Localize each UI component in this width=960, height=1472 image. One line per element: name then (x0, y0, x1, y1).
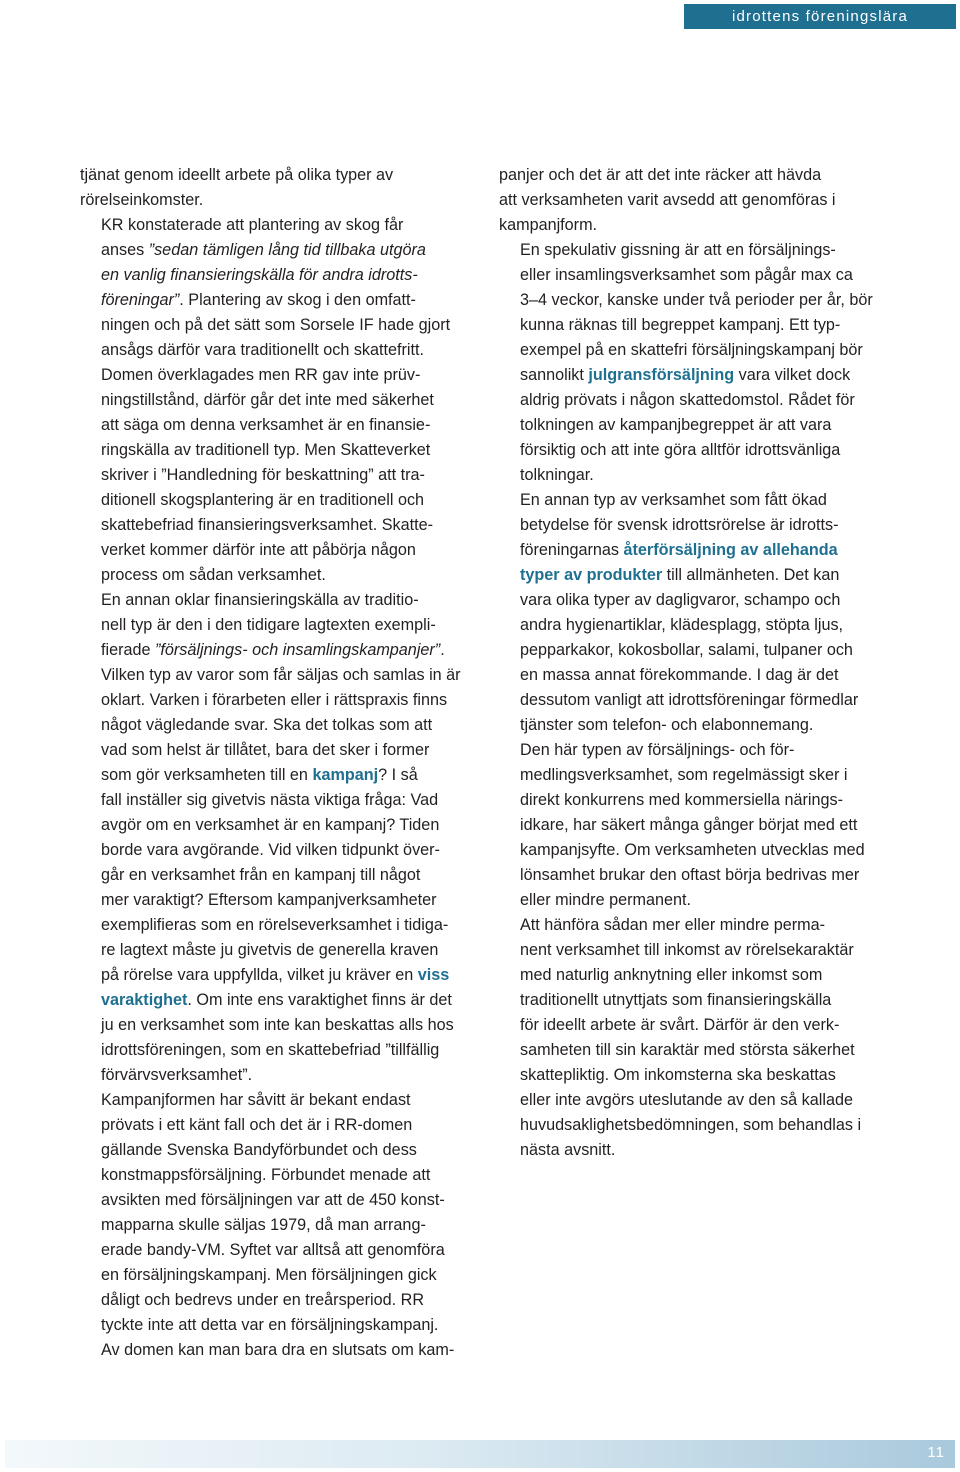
text-line: för ideellt arbete är svårt. Därför är den verk- (520, 1016, 840, 1034)
text-line: tyckte inte att detta var en försäljningskampanj. (101, 1316, 439, 1334)
text-line: en massa annat förekommande. I dag är det (520, 666, 839, 684)
text-line: konstmappsförsäljning. Förbundet menade att (101, 1166, 431, 1184)
text-segment: anses (101, 241, 149, 259)
text-line: process om sådan verksamhet. (101, 566, 326, 584)
text-line: ringskälla av traditionell typ. Men Skatteverket (101, 441, 431, 459)
text-line: ju en verksamhet som inte kan beskattas alls hos (101, 1016, 454, 1034)
text-line: aldrig prövats i någon skattedomstol. Rådet för (520, 391, 855, 409)
quote-italic: föreningar” (101, 291, 180, 309)
text-line: traditionellt utnyttjats som finansieringskälla (520, 991, 832, 1009)
text-line: eller inte avgörs uteslutande av den så kallade (520, 1091, 853, 1109)
text-line (80, 763, 452, 788)
text-segment: ? I så (378, 766, 418, 784)
right-column (499, 163, 871, 1163)
text-line: dessutom vanligt att idrottsföreningar förmedlar (520, 691, 859, 709)
text-line: eller insamlingsverksamhet som pågår max ca (520, 266, 853, 284)
text-line: KR konstaterade att plantering av skog får (101, 216, 404, 234)
text-line: prövats i ett känt fall och det är i RR-domen (101, 1116, 413, 1134)
text-line: förvärvsverksamhet”. (101, 1066, 253, 1084)
keyword-highlight: varaktighet (101, 991, 188, 1009)
text-line: en försäljningskampanj. Men försäljningen gick (101, 1266, 437, 1284)
text-line (499, 538, 871, 563)
keyword-highlight: återförsäljning av allehanda (623, 541, 838, 559)
text-line: re lagtext måste ju givetvis de generella kraven (101, 941, 439, 959)
paragraph (499, 738, 871, 913)
text-line: kampanjsyfte. Om verksamheten utvecklas med (520, 841, 865, 859)
text-line: nent verksamhet till inkomst av rörelsekaraktär (520, 941, 854, 959)
keyword-highlight: kampanj (312, 766, 379, 784)
text-line: idrottsföreningen, som en skattebefriad ”tillfällig (101, 1041, 440, 1059)
text-line: skriver i ”Handledning för beskattning” att tra- (101, 466, 425, 484)
text-line: med naturlig anknytning eller inkomst som (520, 966, 823, 984)
text-line: exempel på en skattefri försäljningskampanj bör (520, 341, 863, 359)
header-bar (684, 4, 956, 29)
text-line: gällande Svenska Bandyförbundet och dess (101, 1141, 417, 1159)
text-line: skattepliktig. Om inkomsterna ska beskattas (520, 1066, 836, 1084)
text-line (499, 363, 871, 388)
quote-italic: ”sedan tämligen lång tid tillbaka utgöra (148, 241, 426, 259)
text-line: Kampanjformen har såvitt är bekant endast (101, 1091, 411, 1109)
text-line: En annan typ av verksamhet som fått ökad (520, 491, 827, 509)
text-line: Domen överklagades men RR gav inte prüv- (101, 366, 421, 384)
keyword-highlight: typer av produkter (520, 566, 663, 584)
text-line (80, 288, 452, 313)
paragraph (80, 163, 452, 213)
text-line: Att hänföra sådan mer eller mindre perma- (520, 916, 826, 934)
text-line: verket kommer därför inte att påbörja någon (101, 541, 416, 559)
paragraph (499, 488, 871, 738)
text-segment: . Om inte ens varaktighet finns är det (187, 991, 452, 1009)
text-line: tolkningar. (520, 466, 594, 484)
running-header-title: idrottens föreningslära (731, 8, 909, 25)
text-line: kampanjform. (499, 216, 598, 234)
left-column (80, 163, 461, 1363)
text-segment: sannolikt (520, 366, 589, 384)
text-line: andra hygienartiklar, klädesplagg, stöpta ljus, (520, 616, 844, 634)
text-line: Av domen kan man bara dra en slutsats om kam- (101, 1341, 455, 1359)
keyword-highlight: julgransförsäljning (588, 366, 735, 384)
text-line (80, 238, 452, 263)
paragraph (80, 1088, 455, 1363)
text-line: dåligt och bedrevs under en treårsperiod. RR (101, 1291, 425, 1309)
text-segment: som gör verksamheten till en (101, 766, 313, 784)
paragraph (80, 588, 461, 1088)
text-line: nästa avsnitt. (520, 1141, 616, 1159)
text-line: ningen och på det sätt som Sorsele IF hade gjort (101, 316, 451, 334)
text-line: skattebefriad finansieringsverksamhet. Skatte- (101, 516, 434, 534)
text-line: något vägledande svar. Ska det tolkas som att (101, 716, 433, 734)
text-segment: vara vilket dock (734, 366, 851, 384)
text-line: mapparna skulle säljas 1979, då man arrang- (101, 1216, 426, 1234)
text-line: exemplifieras som en rörelseverksamhet i tidiga- (101, 916, 449, 934)
text-line: direkt konkurrens med kommersiella närings- (520, 791, 843, 809)
text-line: eller mindre permanent. (520, 891, 691, 909)
page-number: 11 (927, 1444, 945, 1461)
text-line: borde vara avgörande. Vid vilken tidpunkt över- (101, 841, 440, 859)
text-line: panjer och det är att det inte räcker att hävda (499, 166, 822, 184)
text-line: att verksamheten varit avsedd att genomföras i (499, 191, 836, 209)
text-line: huvudsaklighetsbedömningen, som behandlas i (520, 1116, 862, 1134)
text-line: avsikten med försäljningen var att de 450 konst- (101, 1191, 445, 1209)
text-line: ansågs därför vara traditionellt och skattefritt. (101, 341, 425, 359)
text-line: ditionell skogsplantering är en traditionell och (101, 491, 425, 509)
text-line: oklart. Varken i förarbeten eller i rättspraxis finns (101, 691, 448, 709)
paragraph (80, 213, 452, 588)
text-line (80, 963, 452, 988)
text-line: samheten till sin karaktär med största säkerhet (520, 1041, 855, 1059)
text-line: Vilken typ av varor som får säljas och samlas in är (101, 666, 461, 684)
keyword-highlight: viss (417, 966, 450, 984)
text-line: mer varaktigt? Eftersom kampanjverksamheter (101, 891, 437, 909)
text-line: ningstillstånd, därför går det inte med säkerhet (101, 391, 434, 409)
text-line: försiktig och att inte göra alltför idrottsvänliga (520, 441, 841, 459)
text-line: avgör om en verksamhet är en kampanj? Tiden (101, 816, 440, 834)
text-segment: till allmänheten. Det kan (662, 566, 840, 584)
text-line: tjänat genom ideellt arbete på olika typer av (80, 166, 394, 184)
paragraph (499, 913, 871, 1163)
text-line: fall inställer sig givetvis nästa viktiga fråga: Vad (101, 791, 439, 809)
text-segment: . Plantering av skog i den omfatt- (179, 291, 416, 309)
text-line: erade bandy-VM. Syftet var alltså att genomföra (101, 1241, 445, 1259)
quote-italic: ”försäljnings- och insamlingskampanjer” (155, 641, 441, 659)
text-line: betydelse för svensk idrottsrörelse är idrotts- (520, 516, 839, 534)
text-line: vad som helst är tillåtet, bara det sker i former (101, 741, 430, 759)
text-line: nell typ är den i den tidigare lagtexten exempli- (101, 616, 436, 634)
text-line (80, 638, 452, 663)
text-line: kunna räknas till begreppet kampanj. Ett typ- (520, 316, 841, 334)
text-line: 3–4 veckor, kanske under två perioder per år, bör (520, 291, 873, 309)
text-line: medlingsverksamhet, som regelmässigt sker i (520, 766, 848, 784)
text-line: går en verksamhet från en kampanj till något (101, 866, 421, 884)
text-line (499, 563, 871, 588)
paragraph (499, 238, 871, 488)
text-segment: fierade (101, 641, 155, 659)
text-segment: på rörelse vara uppfyllda, vilket ju kräver en (101, 966, 418, 984)
paragraph (499, 163, 871, 238)
text-line: En spekulativ gissning är att en försäljnings- (520, 241, 836, 259)
text-line: tjänster som telefon- och elabonnemang. (520, 716, 814, 734)
text-segment: . (440, 641, 445, 659)
text-line (80, 988, 452, 1013)
text-line: En annan oklar finansieringskälla av traditio- (101, 591, 419, 609)
text-line: Den här typen av försäljnings- och för- (520, 741, 795, 759)
text-line: rörelseinkomster. (80, 191, 204, 209)
text-line: vara olika typer av dagligvaror, schampo och (520, 591, 841, 609)
text-segment: föreningarnas (520, 541, 624, 559)
text-line: en vanlig finansieringskälla för andra idrotts- (101, 266, 418, 284)
text-line: pepparkakor, kokosbollar, salami, tulpaner och (520, 641, 853, 659)
text-line: idkare, har säkert många gånger börjat med ett (520, 816, 858, 834)
footer-bar (5, 1440, 955, 1468)
text-line: tolkningen av kampanjbegreppet är att vara (520, 416, 832, 434)
text-line: lönsamhet brukar den oftast börja bedrivas mer (520, 866, 860, 884)
text-line: att säga om denna verksamhet är en finansie- (101, 416, 431, 434)
